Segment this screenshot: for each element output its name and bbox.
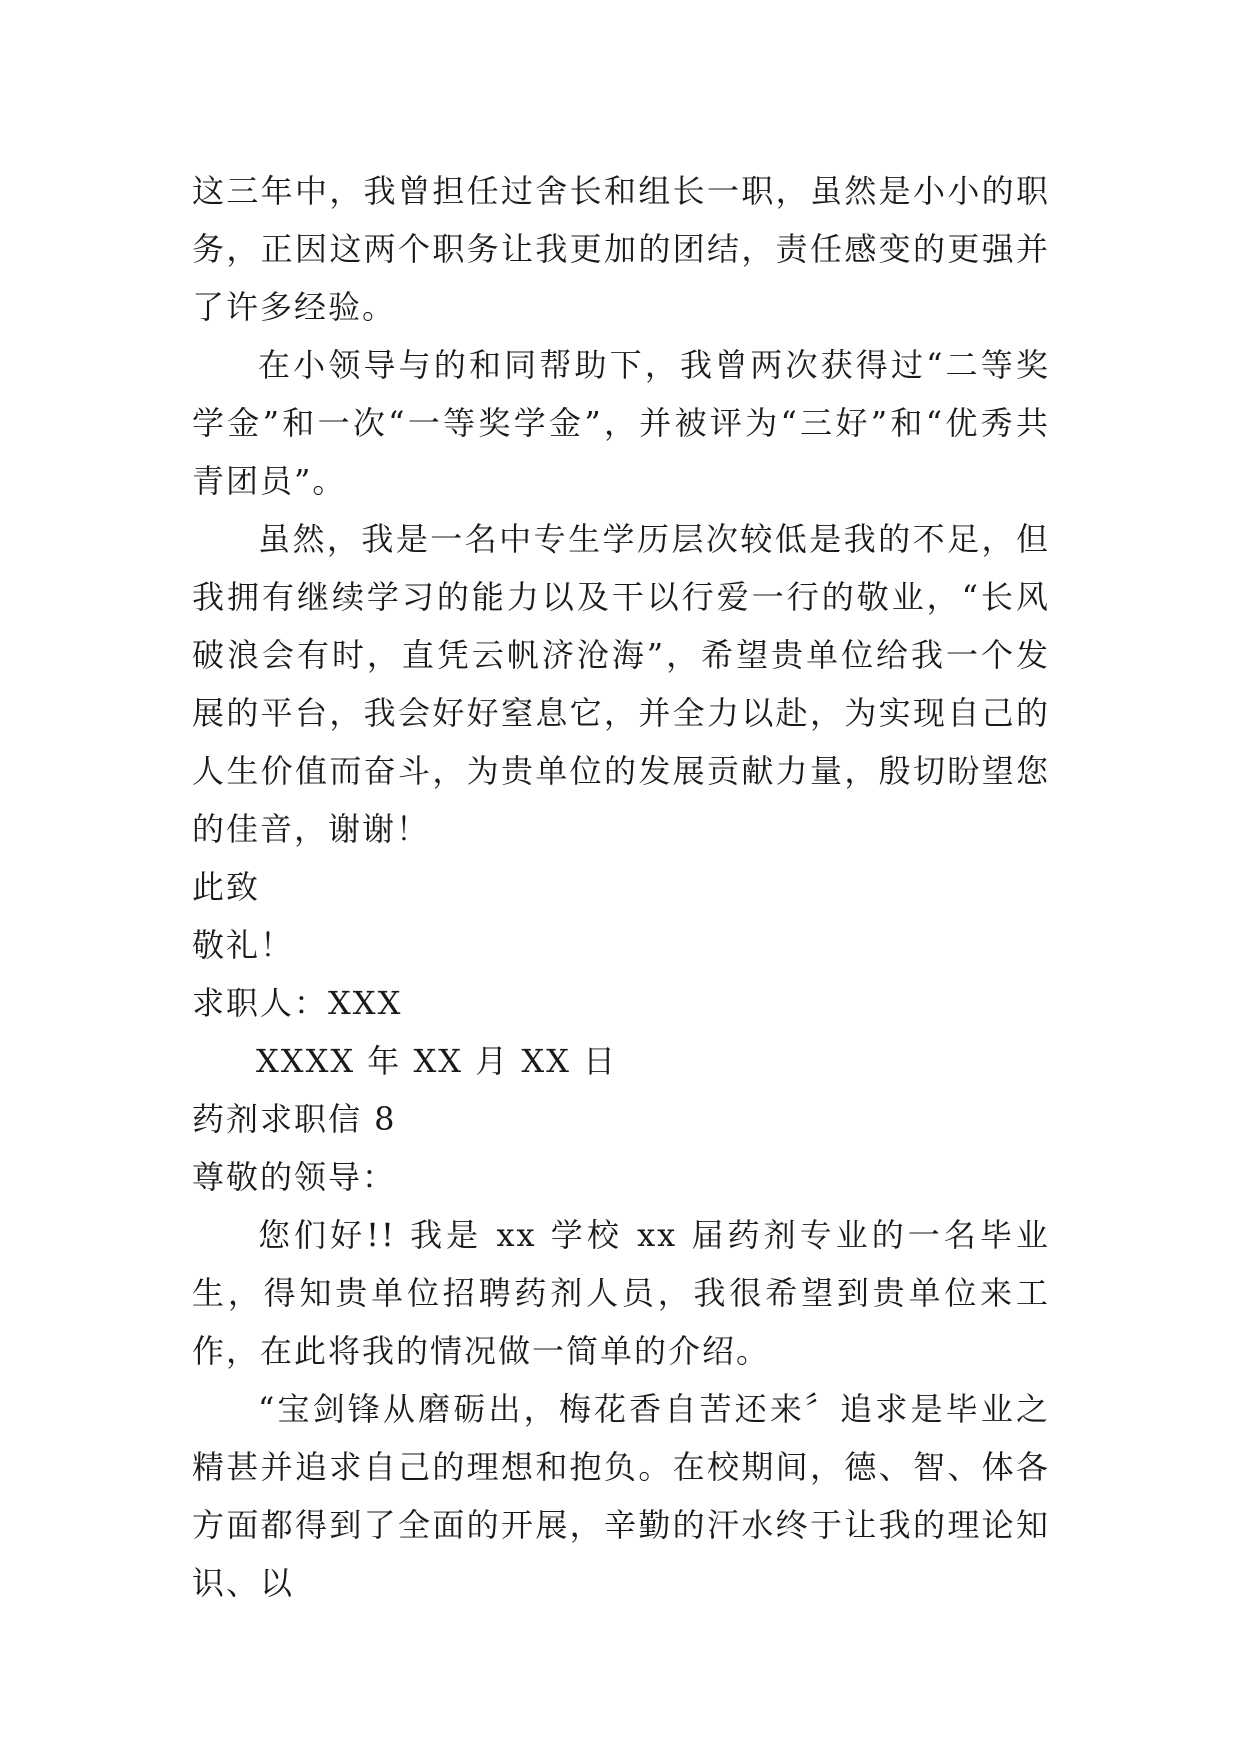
paragraph-aspiration: 虽然，我是一名中专生学历层次较低是我的不足，但我拥有继续学习的能力以及干以行爱一行的敬业，“长风破浪会有时，直凭云帆济沧海”，希望贵单位给我一个发展的平台，我会好好窒息它，并全力以赴，为实现自己的人生价值而奋斗，为贵单位的发展贡献力量，殷切盼望您的佳音，谢谢！ [192, 520, 1050, 848]
paragraph-introduction: 您们好!! 我是 xx 学校 xx 届药剂专业的一名毕业生，得知贵单位招聘药剂人员，我很希望到贵单位来工作，在此将我的情况做一简单的介绍。 [192, 1216, 1050, 1370]
paragraph-awards: 在小领导与的和同帮助下，我曾两次获得过“二等奖学金”和一次“一等奖学金”，并被评为“三好”和“优秀共青团员”。 [192, 346, 1050, 500]
paragraph-roles-experience: 这三年中，我曾担任过舍长和组长一职，虽然是小小的职务，正因这两个职务让我更加的团结，责任感变的更强并了许多经验。 [192, 172, 1050, 326]
paragraph-school-performance: “宝剑锋从磨砺出，梅花香自苦还来〞追求是毕业之精甚并追求自己的理想和抱负。在校期间，德、智、体各方面都得到了全面的开展，辛勤的汗水终于让我的理论知识、以 [192, 1390, 1050, 1602]
closing-regards: 敬礼！ [192, 926, 295, 964]
closing-salutation: 此致 [192, 868, 261, 906]
letter-date: XXXX 年 XX 月 XX 日 [256, 1042, 618, 1080]
applicant-signature: 求职人：XXX [192, 984, 403, 1022]
greeting: 尊敬的领导： [192, 1158, 397, 1196]
letter-heading: 药剂求职信 8 [192, 1100, 397, 1138]
document-body [192, 162, 1050, 1612]
